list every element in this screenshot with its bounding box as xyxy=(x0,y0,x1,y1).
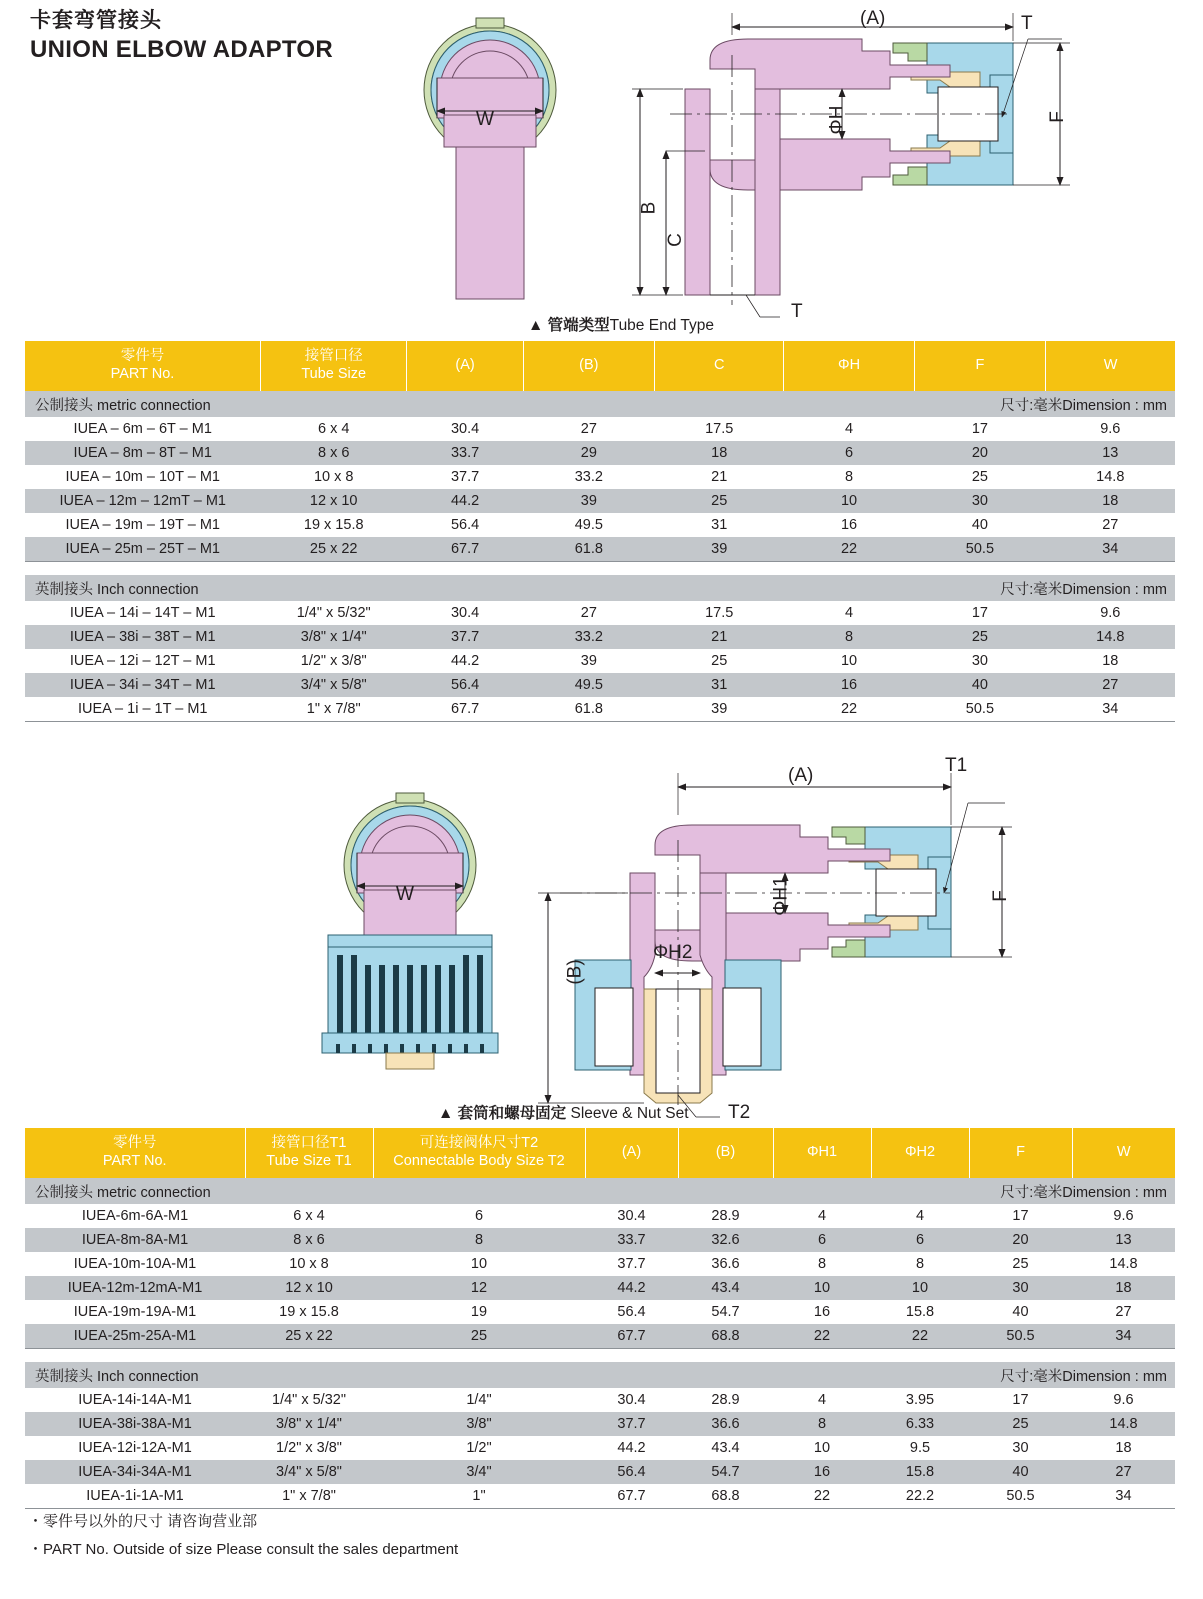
label-b-bottom: (B) xyxy=(564,959,586,985)
th-c-1: C xyxy=(655,341,784,391)
cell-b: 27 xyxy=(523,601,654,625)
cell-phih1: 22 xyxy=(773,1484,871,1508)
cell-phih: 16 xyxy=(784,673,914,697)
cell-phih: 4 xyxy=(784,601,914,625)
title-chinese: 卡套弯管接头 xyxy=(30,9,162,32)
cell-phih: 16 xyxy=(784,513,914,537)
th-phih1-2: ΦH1 xyxy=(773,1128,871,1178)
cell-part-no: IUEA – 34i – 34T – M1 xyxy=(25,673,260,697)
metric-label-1: 公制接头 metric connection xyxy=(25,391,655,417)
label-phih1-bottom: ΦH1 xyxy=(770,876,792,916)
cell-tube-size-t1: 1/2" x 3/8" xyxy=(245,1436,373,1460)
cell-w: 13 xyxy=(1072,1228,1175,1252)
cell-phih1: 8 xyxy=(773,1252,871,1276)
cell-phih2: 22 xyxy=(871,1324,969,1348)
cell-c: 39 xyxy=(655,537,784,561)
cell-part-no: IUEA – 19m – 19T – M1 xyxy=(25,513,260,537)
table1-section-gap xyxy=(25,561,1175,575)
cell-phih1: 16 xyxy=(773,1460,871,1484)
sleeve-nut-set-table xyxy=(25,1128,1175,1509)
cell-b: 36.6 xyxy=(678,1252,773,1276)
table-row xyxy=(25,417,1175,441)
cell-w: 34 xyxy=(1046,537,1175,561)
table-row xyxy=(25,465,1175,489)
label-a-top: (A) xyxy=(860,8,886,29)
cell-a: 56.4 xyxy=(585,1460,678,1484)
cell-body-size-t2: 1" xyxy=(373,1484,585,1508)
caption-marker-top: ▲ xyxy=(528,317,544,334)
bottom-drawing-group xyxy=(300,745,1090,1123)
caption-en-bottom: Sleeve & Nut Set xyxy=(570,1105,689,1122)
th-phih-1: ΦH xyxy=(784,341,914,391)
th-part-no-2 xyxy=(25,1128,245,1178)
th-part-no-1-en: PART No. xyxy=(110,366,175,382)
cell-part-no: IUEA-14i-14A-M1 xyxy=(25,1388,245,1412)
th-connectable-body-size-t2-cn: 可连接阀体尺寸T2 xyxy=(419,1135,539,1152)
cell-b: 68.8 xyxy=(678,1324,773,1348)
cell-tube-size: 19 x 15.8 xyxy=(260,513,407,537)
cell-tube-size: 6 x 4 xyxy=(260,417,407,441)
cell-f: 50.5 xyxy=(969,1484,1072,1508)
cell-a: 37.7 xyxy=(407,465,523,489)
cell-phih2: 6 xyxy=(871,1228,969,1252)
cell-c: 31 xyxy=(655,673,784,697)
cell-a: 33.7 xyxy=(407,441,523,465)
cell-tube-size-t1: 6 x 4 xyxy=(245,1204,373,1228)
table-row xyxy=(25,513,1175,537)
table-row xyxy=(25,1276,1175,1300)
cell-b: 36.6 xyxy=(678,1412,773,1436)
th-tube-size-t1 xyxy=(245,1128,373,1178)
cell-f: 50.5 xyxy=(914,697,1045,721)
cell-b: 61.8 xyxy=(523,537,654,561)
th-tube-size-t1-en: Tube Size T1 xyxy=(266,1153,352,1169)
cell-phih: 10 xyxy=(784,489,914,513)
cell-body-size-t2: 3/4" xyxy=(373,1460,585,1484)
cell-f: 40 xyxy=(914,513,1045,537)
cell-a: 44.2 xyxy=(585,1276,678,1300)
cell-body-size-t2: 1/2" xyxy=(373,1436,585,1460)
cell-c: 17.5 xyxy=(655,417,784,441)
cell-b: 27 xyxy=(523,417,654,441)
cell-part-no: IUEA-19m-19A-M1 xyxy=(25,1300,245,1324)
cell-w: 14.8 xyxy=(1072,1412,1175,1436)
cell-w: 18 xyxy=(1046,489,1175,513)
cell-w: 27 xyxy=(1072,1300,1175,1324)
th-a-2: (A) xyxy=(585,1128,678,1178)
cell-b: 54.7 xyxy=(678,1460,773,1484)
table-row xyxy=(25,1204,1175,1228)
cell-part-no: IUEA-1i-1A-M1 xyxy=(25,1484,245,1508)
cell-body-size-t2: 19 xyxy=(373,1300,585,1324)
th-connectable-body-size-t2 xyxy=(373,1128,585,1178)
cell-f: 17 xyxy=(969,1388,1072,1412)
cell-w: 34 xyxy=(1046,697,1175,721)
section-view-bottom xyxy=(538,773,1012,1117)
th-a-1: (A) xyxy=(407,341,523,391)
label-phih2-bottom: ΦH2 xyxy=(653,942,693,963)
table1-inch-subheader xyxy=(25,575,1175,601)
th-part-no-1 xyxy=(25,341,260,391)
cell-w: 14.8 xyxy=(1046,625,1175,649)
table2-metric-subheader xyxy=(25,1178,1175,1204)
table1-header-row xyxy=(25,341,1175,391)
cell-part-no: IUEA – 38i – 38T – M1 xyxy=(25,625,260,649)
page-title xyxy=(30,8,333,65)
label-t2-bottom: T2 xyxy=(728,1102,751,1123)
cell-part-no: IUEA-12m-12mA-M1 xyxy=(25,1276,245,1300)
cell-a: 56.4 xyxy=(407,673,523,697)
table2-inch-subheader xyxy=(25,1362,1175,1388)
cell-body-size-t2: 3/8" xyxy=(373,1412,585,1436)
cell-w: 9.6 xyxy=(1072,1204,1175,1228)
cell-f: 30 xyxy=(969,1436,1072,1460)
caption-en-top: Tube End Type xyxy=(609,317,714,334)
cell-a: 30.4 xyxy=(585,1388,678,1412)
cell-part-no: IUEA – 12i – 12T – M1 xyxy=(25,649,260,673)
table-row xyxy=(25,1252,1175,1276)
cell-c: 25 xyxy=(655,489,784,513)
label-f-top: F xyxy=(1046,111,1068,123)
top-drawing-group xyxy=(400,5,1190,325)
cell-w: 34 xyxy=(1072,1484,1175,1508)
th-w-1: W xyxy=(1046,341,1175,391)
cell-part-no: IUEA – 8m – 8T – M1 xyxy=(25,441,260,465)
cell-w: 18 xyxy=(1072,1436,1175,1460)
metric-label-2: 公制接头 metric connection xyxy=(25,1178,678,1204)
cell-f: 25 xyxy=(969,1412,1072,1436)
cell-tube-size-t1: 8 x 6 xyxy=(245,1228,373,1252)
cell-body-size-t2: 6 xyxy=(373,1204,585,1228)
cell-phih: 8 xyxy=(784,625,914,649)
table-row xyxy=(25,1228,1175,1252)
cell-part-no: IUEA-6m-6A-M1 xyxy=(25,1204,245,1228)
front-view-top xyxy=(424,18,556,299)
cell-phih2: 9.5 xyxy=(871,1436,969,1460)
th-tube-size-1-cn: 接管口径 xyxy=(304,348,363,365)
table-row xyxy=(25,1436,1175,1460)
dimension-note-2b: 尺寸:毫米Dimension : mm xyxy=(678,1362,1175,1388)
table-row xyxy=(25,1412,1175,1436)
label-c-top: C xyxy=(664,233,686,247)
cell-phih2: 6.33 xyxy=(871,1412,969,1436)
top-drawing-caption xyxy=(528,313,714,335)
cell-f: 50.5 xyxy=(914,537,1045,561)
label-t1-bottom: T1 xyxy=(945,755,968,776)
cell-a: 56.4 xyxy=(585,1300,678,1324)
cell-w: 27 xyxy=(1072,1460,1175,1484)
cell-phih: 6 xyxy=(784,441,914,465)
table-row xyxy=(25,697,1175,721)
table-row xyxy=(25,1300,1175,1324)
caption-cn-bottom: 套筒和螺母固定 xyxy=(457,1105,567,1122)
cell-tube-size: 10 x 8 xyxy=(260,465,407,489)
front-view-bottom xyxy=(322,793,498,1069)
th-part-no-1-cn: 零件号 xyxy=(120,348,165,365)
cell-phih2: 15.8 xyxy=(871,1460,969,1484)
cell-tube-size-t1: 1/4" x 5/32" xyxy=(245,1388,373,1412)
th-b-1: (B) xyxy=(523,341,654,391)
cell-f: 40 xyxy=(969,1300,1072,1324)
cell-c: 17.5 xyxy=(655,601,784,625)
cell-c: 39 xyxy=(655,697,784,721)
label-w-bottom: W xyxy=(396,884,414,905)
title-english: UNION ELBOW ADAPTOR xyxy=(30,36,334,64)
label-f-bottom: F xyxy=(989,890,1011,902)
cell-a: 67.7 xyxy=(407,697,523,721)
label-w-top: W xyxy=(476,109,494,130)
cell-tube-size: 3/4" x 5/8" xyxy=(260,673,407,697)
cell-part-no: IUEA – 25m – 25T – M1 xyxy=(25,537,260,561)
cell-f: 40 xyxy=(969,1460,1072,1484)
cell-b: 28.9 xyxy=(678,1204,773,1228)
cell-body-size-t2: 1/4" xyxy=(373,1388,585,1412)
cell-tube-size-t1: 1" x 7/8" xyxy=(245,1484,373,1508)
cell-w: 27 xyxy=(1046,513,1175,537)
cell-a: 67.7 xyxy=(407,537,523,561)
cell-body-size-t2: 25 xyxy=(373,1324,585,1348)
cell-b: 39 xyxy=(523,649,654,673)
cell-f: 20 xyxy=(969,1228,1072,1252)
inch-label-2: 英制接头 Inch connection xyxy=(25,1362,678,1388)
cell-b: 28.9 xyxy=(678,1388,773,1412)
cell-part-no: IUEA-12i-12A-M1 xyxy=(25,1436,245,1460)
cell-f: 40 xyxy=(914,673,1045,697)
cell-c: 21 xyxy=(655,625,784,649)
table-row xyxy=(25,625,1175,649)
cell-a: 44.2 xyxy=(407,489,523,513)
cell-a: 67.7 xyxy=(585,1324,678,1348)
cell-phih1: 8 xyxy=(773,1412,871,1436)
cell-w: 14.8 xyxy=(1072,1252,1175,1276)
cell-f: 20 xyxy=(914,441,1045,465)
cell-tube-size: 1" x 7/8" xyxy=(260,697,407,721)
cell-b: 33.2 xyxy=(523,465,654,489)
cell-part-no: IUEA-38i-38A-M1 xyxy=(25,1412,245,1436)
cell-body-size-t2: 10 xyxy=(373,1252,585,1276)
cell-phih: 8 xyxy=(784,465,914,489)
cell-w: 34 xyxy=(1072,1324,1175,1348)
section-view-top xyxy=(632,13,1070,317)
table-row xyxy=(25,673,1175,697)
cell-w: 27 xyxy=(1046,673,1175,697)
cell-part-no: IUEA-34i-34A-M1 xyxy=(25,1460,245,1484)
cell-tube-size: 1/4" x 5/32" xyxy=(260,601,407,625)
cell-w: 9.6 xyxy=(1046,417,1175,441)
cell-tube-size-t1: 3/4" x 5/8" xyxy=(245,1460,373,1484)
th-part-no-2-en: PART No. xyxy=(102,1153,167,1169)
cell-phih: 22 xyxy=(784,537,914,561)
caption-cn-top: 管端类型 xyxy=(547,317,610,334)
th-f-2: F xyxy=(969,1128,1072,1178)
cell-tube-size-t1: 12 x 10 xyxy=(245,1276,373,1300)
cell-f: 17 xyxy=(914,417,1045,441)
th-w-2: W xyxy=(1072,1128,1175,1178)
cell-tube-size: 3/8" x 1/4" xyxy=(260,625,407,649)
cell-f: 17 xyxy=(969,1204,1072,1228)
cell-b: 49.5 xyxy=(523,513,654,537)
th-connectable-body-size-t2-en: Connectable Body Size T2 xyxy=(393,1153,565,1169)
cell-phih1: 4 xyxy=(773,1388,871,1412)
th-f-1: F xyxy=(914,341,1045,391)
cell-b: 49.5 xyxy=(523,673,654,697)
dimension-note-1b: 尺寸:毫米Dimension : mm xyxy=(655,575,1175,601)
cell-a: 67.7 xyxy=(585,1484,678,1508)
cell-part-no: IUEA-25m-25A-M1 xyxy=(25,1324,245,1348)
cell-c: 31 xyxy=(655,513,784,537)
cell-tube-size: 8 x 6 xyxy=(260,441,407,465)
table-row xyxy=(25,1324,1175,1348)
cell-w: 9.6 xyxy=(1072,1388,1175,1412)
inch-label-1: 英制接头 Inch connection xyxy=(25,575,655,601)
cell-c: 18 xyxy=(655,441,784,465)
th-tube-size-1-en: Tube Size xyxy=(301,366,367,382)
cell-f: 17 xyxy=(914,601,1045,625)
cell-c: 25 xyxy=(655,649,784,673)
cell-tube-size-t1: 25 x 22 xyxy=(245,1324,373,1348)
th-b-2: (B) xyxy=(678,1128,773,1178)
cell-f: 30 xyxy=(914,489,1045,513)
cell-b: 32.6 xyxy=(678,1228,773,1252)
cell-f: 25 xyxy=(969,1252,1072,1276)
table1-body xyxy=(25,391,1175,721)
cell-b: 43.4 xyxy=(678,1436,773,1460)
label-a-bottom: (A) xyxy=(788,765,814,786)
cell-b: 68.8 xyxy=(678,1484,773,1508)
footnotes xyxy=(28,1508,458,1564)
cell-phih2: 10 xyxy=(871,1276,969,1300)
caption-marker-bottom: ▲ xyxy=(438,1105,454,1122)
cell-a: 37.7 xyxy=(585,1412,678,1436)
cell-tube-size-t1: 3/8" x 1/4" xyxy=(245,1412,373,1436)
tube-end-type-table xyxy=(25,341,1175,722)
top-drawing-svg xyxy=(400,5,1190,325)
cell-b: 43.4 xyxy=(678,1276,773,1300)
cell-a: 44.2 xyxy=(585,1436,678,1460)
table2-section-gap xyxy=(25,1348,1175,1362)
cell-w: 13 xyxy=(1046,441,1175,465)
cell-part-no: IUEA-8m-8A-M1 xyxy=(25,1228,245,1252)
table-row xyxy=(25,649,1175,673)
cell-f: 30 xyxy=(969,1276,1072,1300)
cell-body-size-t2: 8 xyxy=(373,1228,585,1252)
cell-b: 54.7 xyxy=(678,1300,773,1324)
label-phih-top: ΦH xyxy=(826,105,848,135)
cell-w: 14.8 xyxy=(1046,465,1175,489)
th-tube-size-t1-cn: 接管口径T1 xyxy=(271,1135,347,1152)
th-tube-size-1 xyxy=(260,341,407,391)
cell-phih1: 22 xyxy=(773,1324,871,1348)
cell-b: 33.2 xyxy=(523,625,654,649)
cell-phih2: 22.2 xyxy=(871,1484,969,1508)
cell-body-size-t2: 12 xyxy=(373,1276,585,1300)
cell-a: 30.4 xyxy=(407,417,523,441)
cell-b: 61.8 xyxy=(523,697,654,721)
cell-a: 44.2 xyxy=(407,649,523,673)
cell-c: 21 xyxy=(655,465,784,489)
cell-phih1: 10 xyxy=(773,1276,871,1300)
bottom-drawing-svg xyxy=(300,745,1090,1120)
table-row xyxy=(25,489,1175,513)
cell-tube-size: 1/2" x 3/8" xyxy=(260,649,407,673)
table-row xyxy=(25,441,1175,465)
cell-part-no: IUEA – 14i – 14T – M1 xyxy=(25,601,260,625)
table-row xyxy=(25,1460,1175,1484)
th-part-no-2-cn: 零件号 xyxy=(113,1135,157,1152)
cell-phih2: 8 xyxy=(871,1252,969,1276)
label-t-right-top: T xyxy=(1021,13,1033,34)
table1-metric-subheader xyxy=(25,391,1175,417)
cell-tube-size: 25 x 22 xyxy=(260,537,407,561)
cell-phih2: 4 xyxy=(871,1204,969,1228)
cell-w: 18 xyxy=(1072,1276,1175,1300)
cell-tube-size-t1: 19 x 15.8 xyxy=(245,1300,373,1324)
cell-f: 30 xyxy=(914,649,1045,673)
cell-part-no: IUEA – 10m – 10T – M1 xyxy=(25,465,260,489)
cell-a: 56.4 xyxy=(407,513,523,537)
table-row xyxy=(25,537,1175,561)
cell-part-no: IUEA – 1i – 1T – M1 xyxy=(25,697,260,721)
cell-phih: 4 xyxy=(784,417,914,441)
bottom-drawing-caption xyxy=(438,1101,689,1123)
cell-w: 18 xyxy=(1046,649,1175,673)
cell-a: 30.4 xyxy=(407,601,523,625)
cell-phih: 10 xyxy=(784,649,914,673)
table-row xyxy=(25,1484,1175,1508)
cell-f: 50.5 xyxy=(969,1324,1072,1348)
cell-part-no: IUEA-10m-10A-M1 xyxy=(25,1252,245,1276)
table2-body xyxy=(25,1178,1175,1508)
dimension-note-2a: 尺寸:毫米Dimension : mm xyxy=(678,1178,1175,1204)
cell-f: 25 xyxy=(914,625,1045,649)
cell-phih1: 4 xyxy=(773,1204,871,1228)
cell-phih1: 6 xyxy=(773,1228,871,1252)
cell-w: 9.6 xyxy=(1046,601,1175,625)
cell-phih: 22 xyxy=(784,697,914,721)
label-b-top: B xyxy=(638,201,660,215)
table-row xyxy=(25,601,1175,625)
cell-tube-size: 12 x 10 xyxy=(260,489,407,513)
th-phih2-2: ΦH2 xyxy=(871,1128,969,1178)
footnote-en: ・PART No. Outside of size Please consult the sales department xyxy=(28,1540,459,1558)
cell-phih1: 16 xyxy=(773,1300,871,1324)
cell-phih2: 15.8 xyxy=(871,1300,969,1324)
cell-b: 39 xyxy=(523,489,654,513)
cell-b: 29 xyxy=(523,441,654,465)
cell-phih2: 3.95 xyxy=(871,1388,969,1412)
cell-a: 33.7 xyxy=(585,1228,678,1252)
cell-a: 30.4 xyxy=(585,1204,678,1228)
table-row xyxy=(25,1388,1175,1412)
cell-part-no: IUEA – 12m – 12mT – M1 xyxy=(25,489,260,513)
dimension-note-1a: 尺寸:毫米Dimension : mm xyxy=(655,391,1175,417)
footnote-cn: ・零件号以外的尺寸 请咨询营业部 xyxy=(28,1513,258,1530)
cell-phih1: 10 xyxy=(773,1436,871,1460)
table2-header-row xyxy=(25,1128,1175,1178)
cell-f: 25 xyxy=(914,465,1045,489)
cell-tube-size-t1: 10 x 8 xyxy=(245,1252,373,1276)
cell-part-no: IUEA – 6m – 6T – M1 xyxy=(25,417,260,441)
cell-a: 37.7 xyxy=(585,1252,678,1276)
label-t-bottom-top: T xyxy=(791,301,803,322)
cell-a: 37.7 xyxy=(407,625,523,649)
